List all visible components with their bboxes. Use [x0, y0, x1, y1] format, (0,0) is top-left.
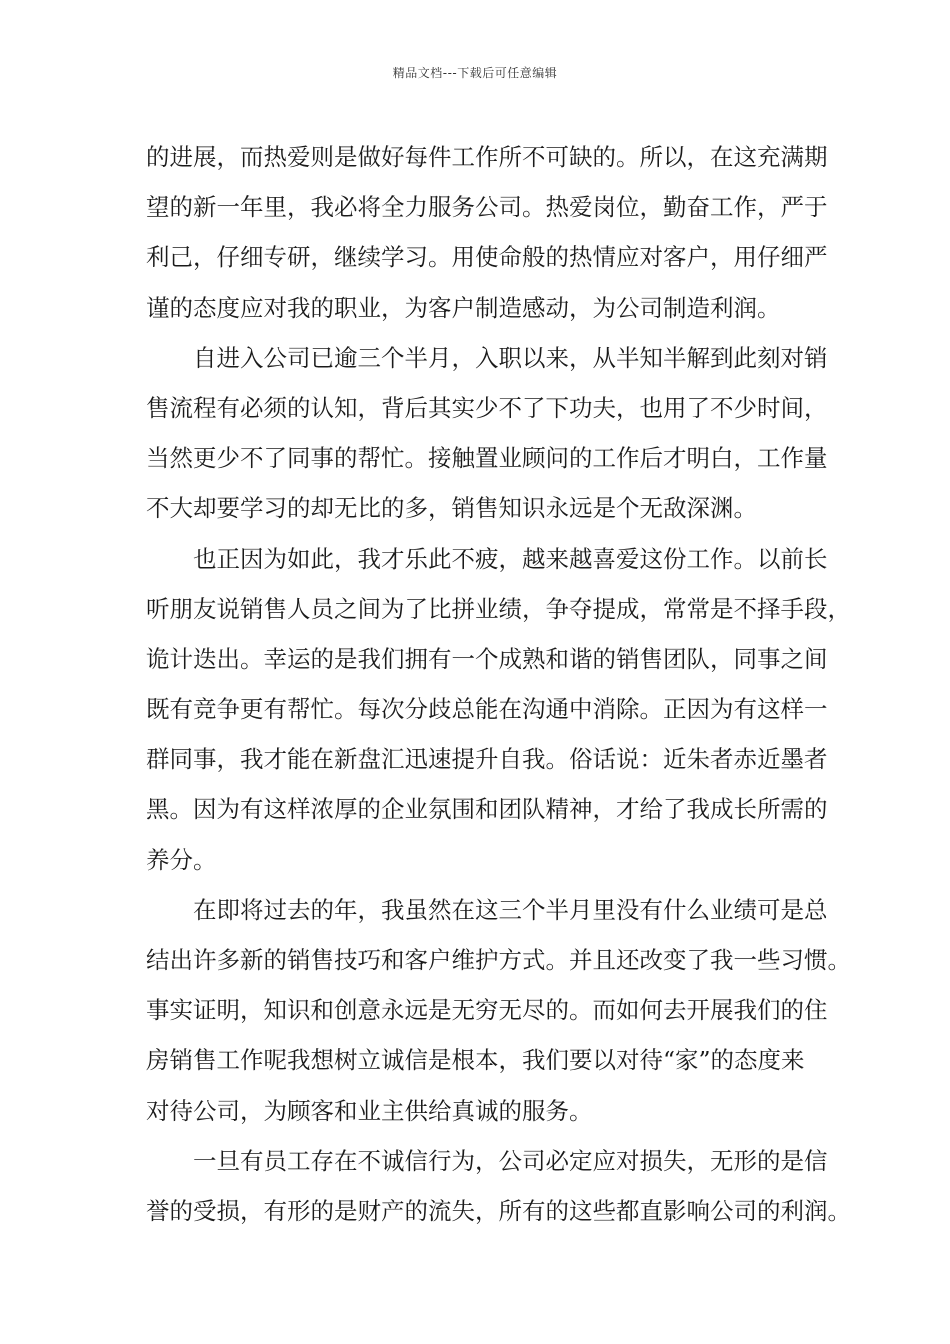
text-line: 黑。因为有这样浓厚的企业氛围和团队精神，才给了我成长所需的 — [146, 795, 828, 824]
text-line: 自进入公司已逾三个半月，入职以来，从半知半解到此刻对销 — [193, 343, 828, 372]
document-body — [146, 132, 851, 1236]
text-line: 在即将过去的年，我虽然在这三个半月里没有什么业绩可是总 — [193, 895, 828, 924]
text-line: 誉的受损，有形的是财产的流失，所有的这些都直影响公司的利润。 — [146, 1196, 851, 1225]
text-line: 望的新一年里，我必将全力服务公司。热爱岗位，勤奋工作，严于 — [146, 193, 828, 222]
text-line: 事实证明，知识和创意永远是无穷无尽的。而如何去开展我们的住 — [146, 996, 828, 1025]
text-line: 听朋友说销售人员之间为了比拼业绩，争夺提成，常常是不择手段， — [146, 594, 851, 623]
text-line: 不大却要学习的却无比的多，销售知识永远是个无敌深渊。 — [146, 494, 757, 523]
text-line: 对待公司，为顾客和业主供给真诚的服务。 — [146, 1096, 593, 1125]
text-line: 售流程有必须的认知，背后其实少不了下功夫，也用了不少时间， — [146, 393, 828, 422]
text-line: 结出许多新的销售技巧和客户维护方式。并且还改变了我一些习惯。 — [146, 946, 851, 974]
text-line: 一旦有员工存在不诚信行为，公司必定应对损失，无形的是信 — [193, 1146, 828, 1175]
text-line: 诡计迭出。幸运的是我们拥有一个成熟和谐的销售团队，同事之间 — [146, 644, 828, 673]
text-line: 利己，仔细专研，继续学习。用使命般的热情应对客户，用仔细严 — [146, 243, 828, 272]
text-line: 房销售工作呢我想树立诚信是根本，我们要以对待“家”的态度来 — [146, 1046, 805, 1075]
text-line: 既有竞争更有帮忙。每次分歧总能在沟通中消除。正因为有这样一 — [146, 695, 828, 724]
text-line: 谨的态度应对我的职业，为客户制造感动，为公司制造利润。 — [146, 293, 781, 322]
page-header: 精品文档---下载后可任意编辑 — [392, 66, 558, 80]
text-line: 养分。 — [146, 845, 217, 874]
text-line: 当然更少不了同事的帮忙。接触置业顾问的工作后才明白，工作量 — [146, 444, 828, 473]
text-line: 也正因为如此，我才乐此不疲，越来越喜爱这份工作。以前长 — [193, 544, 828, 573]
text-line: 的进展，而热爱则是做好每件工作所不可缺的。所以，在这充满期 — [146, 143, 828, 171]
text-line: 群同事，我才能在新盘汇迅速提升自我。俗话说：近朱者赤近墨者 — [146, 745, 828, 774]
